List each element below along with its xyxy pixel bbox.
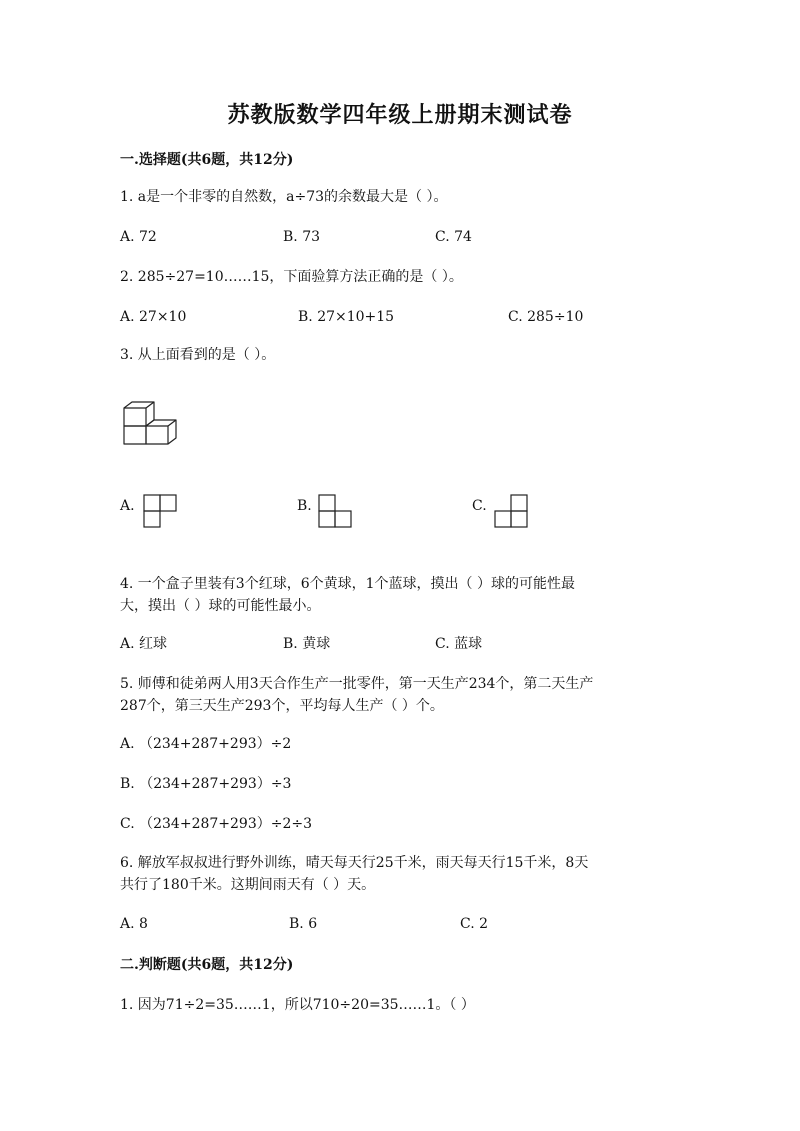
question-6-option-b: B. 6 [289,916,318,932]
question-1-option-c: C. 74 [435,229,472,245]
question-1-option-b: B. 73 [283,229,321,245]
question-3-option-a: A. [120,498,135,514]
top-view-option-c-figure [494,494,528,528]
section-heading-choice: 一.选择题(共6题，共12分) [120,152,294,168]
question-5-text-line1: 5. 师傅和徒弟两人用3天合作生产一批零件，第一天生产234个，第二天生产 [120,676,594,692]
question-2-option-b: B. 27×10+15 [298,309,395,325]
question-6-text-line1: 6. 解放军叔叔进行野外训练，晴天每天行25千米，雨天每天行15千米，8天 [120,855,589,871]
question-4-text-line1: 4. 一个盒子里装有3个红球，6个黄球，1个蓝球，摸出（ ）球的可能性最 [120,576,575,592]
tf-question-1-text: 1. 因为71÷2=35……1，所以710÷20=35……1。（ ） [120,997,475,1013]
question-5-option-c: C. （234+287+293）÷2÷3 [120,816,313,832]
question-3-text: 3. 从上面看到的是（ ）。 [120,347,276,363]
question-4-option-a: A. 红球 [120,636,168,652]
question-4-option-c: C. 蓝球 [435,636,483,652]
top-view-option-b-figure [318,494,352,528]
question-2-option-a: A. 27×10 [120,309,187,325]
page-title: 苏教版数学四年级上册期末测试卷 [227,102,573,128]
question-6-option-a: A. 8 [120,916,148,932]
top-view-option-a-figure [143,494,177,528]
question-4-text-line2: 大，摸出（ ）球的可能性最小。 [120,598,321,614]
section-heading-true-false: 二.判断题(共6题，共12分) [120,957,294,973]
question-6-option-c: C. 2 [460,916,489,932]
question-3-option-b: B. [297,498,312,514]
question-2-text: 2. 285÷27=10……15，下面验算方法正确的是（ ）。 [120,269,463,285]
question-4-option-b: B. 黄球 [283,636,331,652]
question-5-option-b: B. （234+287+293）÷3 [120,776,292,792]
question-3-option-c: C. [472,498,487,514]
question-1-option-a: A. 72 [120,229,157,245]
question-5-text-line2: 287个，第三天生产293个，平均每人生产（ ）个。 [120,698,444,714]
question-2-option-c: C. 285÷10 [508,309,584,325]
question-6-text-line2: 共行了180千米。这期间雨天有（ ）天。 [120,877,376,893]
question-5-option-a: A. （234+287+293）÷2 [120,736,292,752]
question-1-text: 1. a是一个非零的自然数，a÷73的余数最大是（ ）。 [120,189,448,205]
cube-stack-figure [120,400,180,446]
